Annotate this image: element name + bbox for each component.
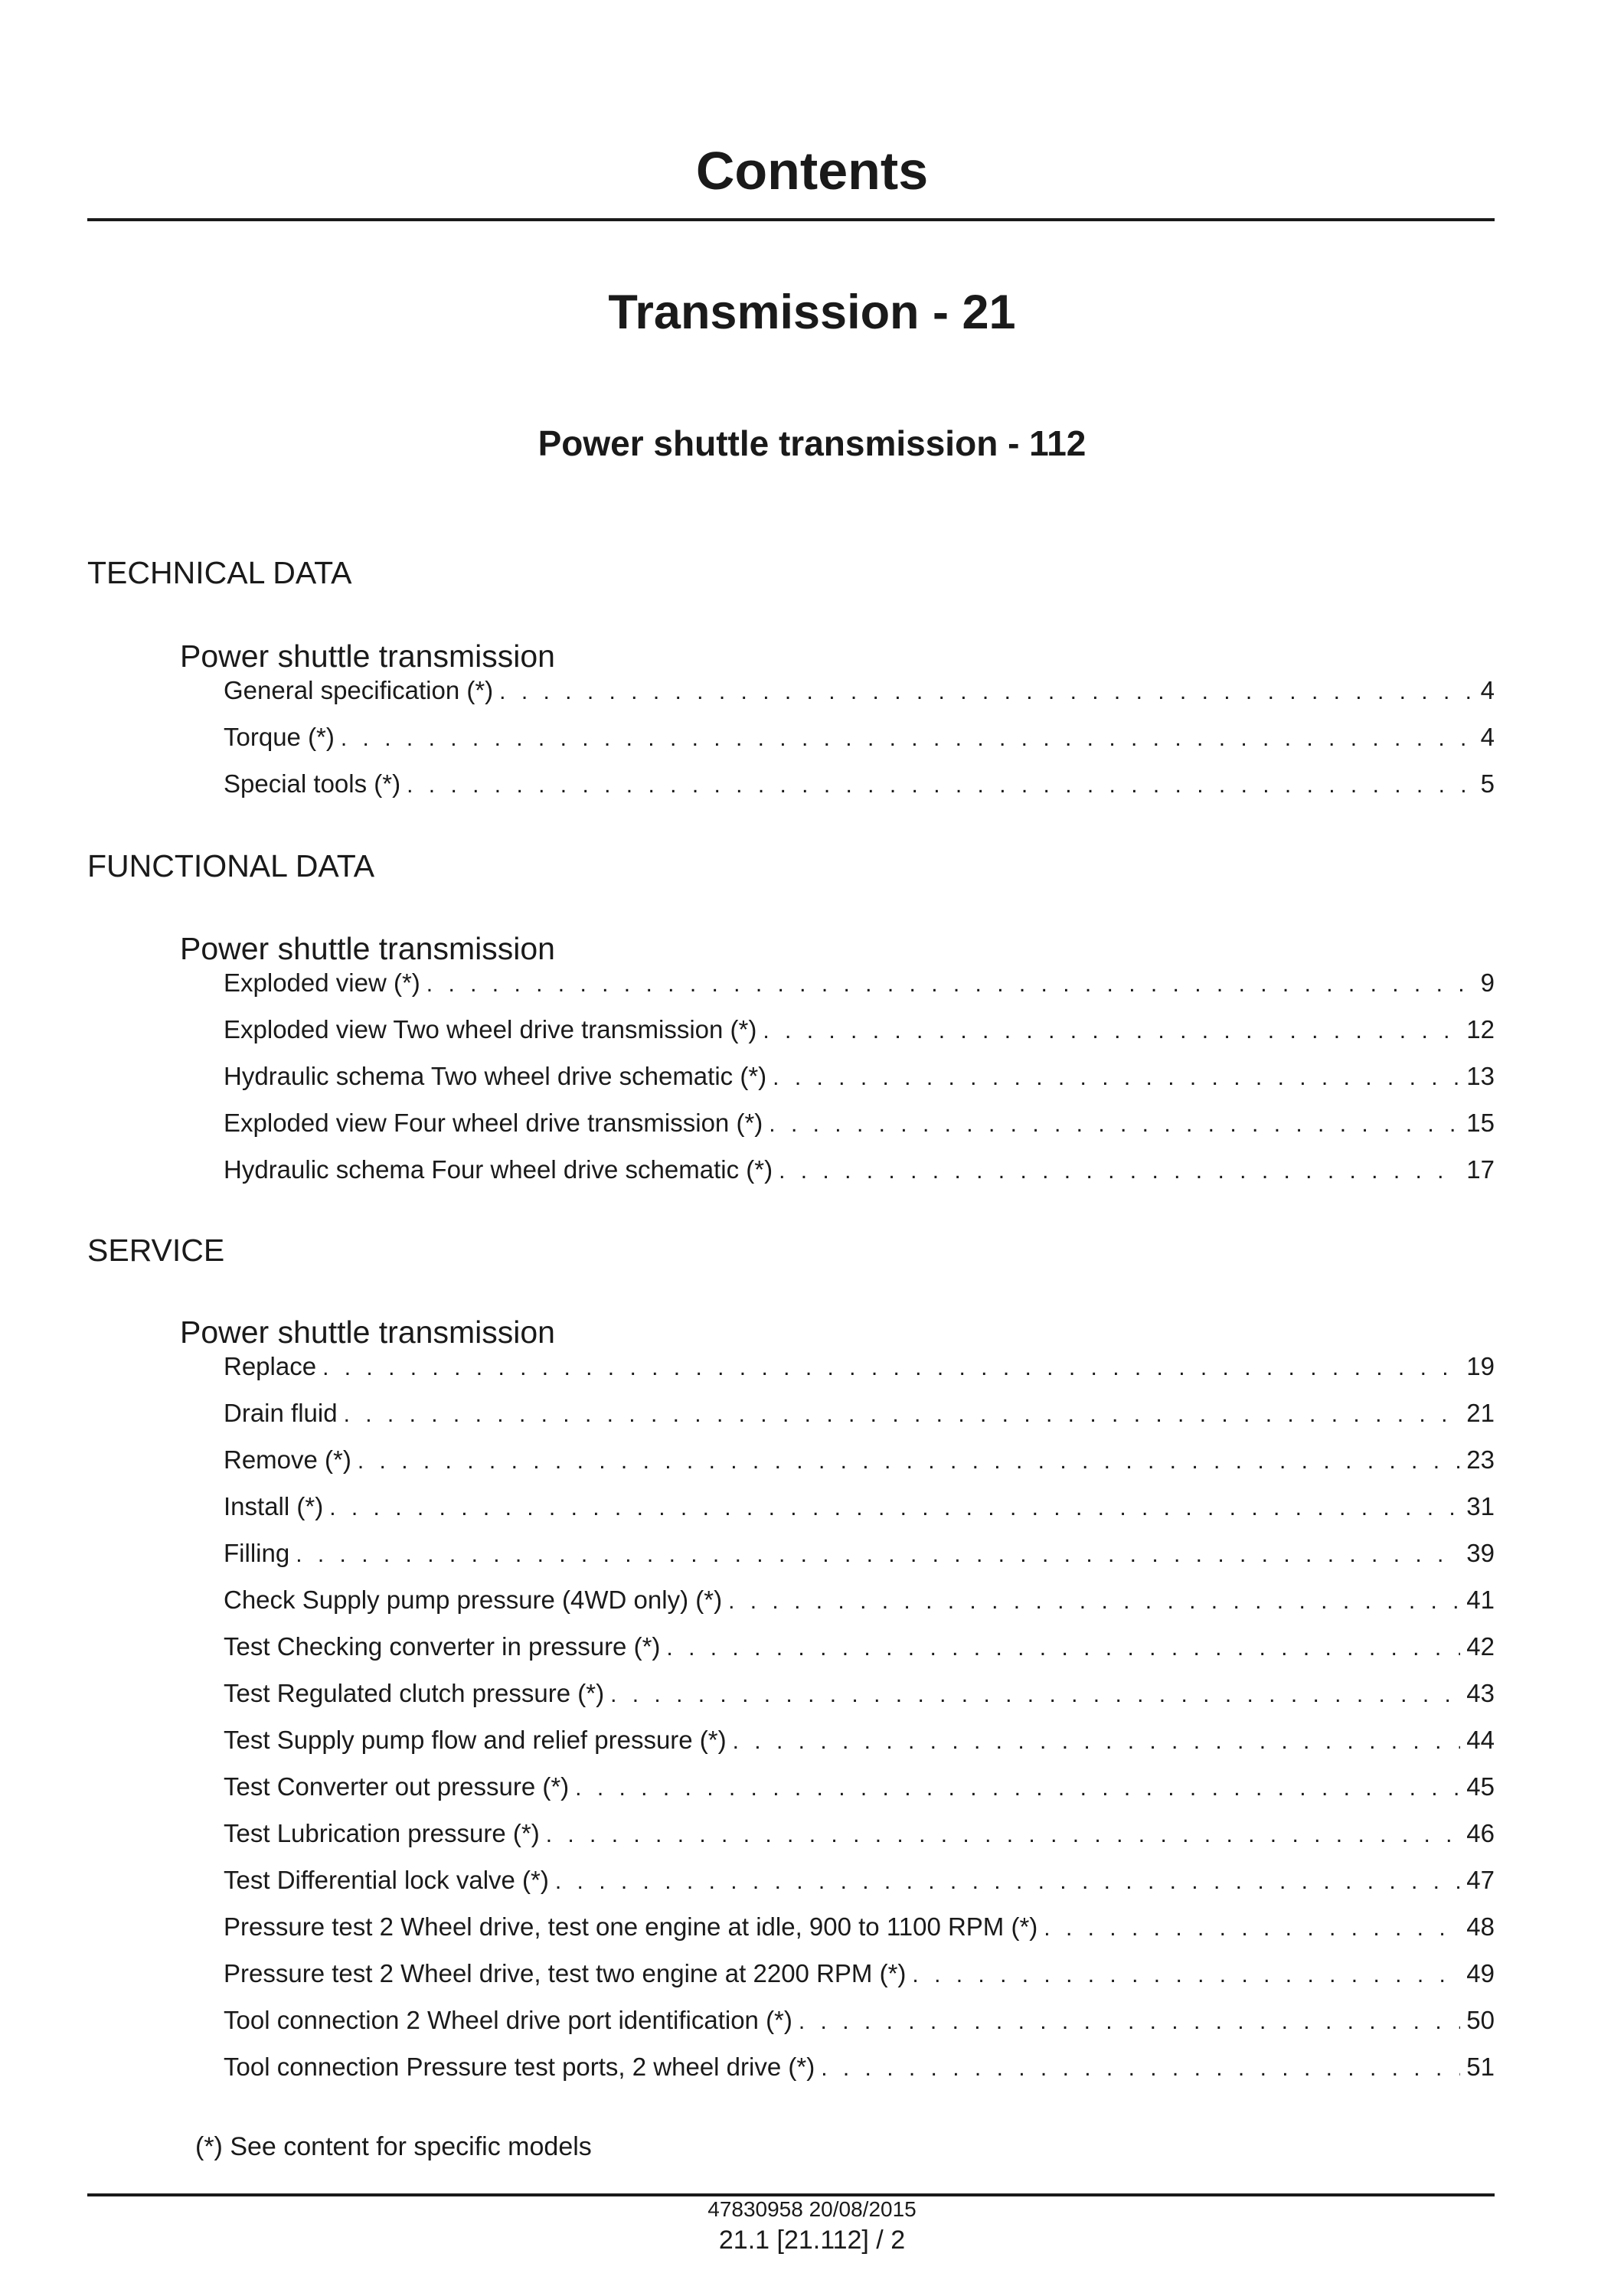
dot-leader xyxy=(733,1726,1461,1757)
dot-leader xyxy=(769,1109,1460,1140)
toc-entry-page: 41 xyxy=(1466,1586,1495,1614)
toc-entry-page: 50 xyxy=(1466,2006,1495,2034)
toc-entry-page: 9 xyxy=(1480,968,1495,997)
toc-entry-label: Check Supply pump pressure (4WD only) (*) xyxy=(224,1586,723,1614)
toc-entry-page: 17 xyxy=(1466,1155,1495,1184)
toc-entry[interactable] xyxy=(224,1061,1495,1092)
toc-entry-page: 44 xyxy=(1466,1726,1495,1754)
toc-entry[interactable] xyxy=(224,2052,1495,2082)
toc-entry[interactable] xyxy=(224,675,1495,706)
dot-leader xyxy=(666,1633,1460,1664)
section-title: Power shuttle transmission - 112 xyxy=(538,423,1086,463)
toc-entry-page: 12 xyxy=(1466,1015,1495,1043)
category-heading-technical-data: TECHNICAL DATA xyxy=(87,555,352,590)
toc-entry[interactable] xyxy=(224,968,1495,998)
toc-entry[interactable] xyxy=(224,1865,1495,1896)
toc-entry-label: Drain fluid xyxy=(224,1399,338,1427)
toc-entry-label: Test Lubrication pressure (*) xyxy=(224,1819,540,1847)
toc-entry-page: 45 xyxy=(1466,1772,1495,1801)
toc-entry[interactable] xyxy=(224,1678,1495,1709)
toc-entry-label: Exploded view (*) xyxy=(224,968,420,997)
dot-leader xyxy=(358,1446,1460,1477)
dot-leader xyxy=(322,1353,1460,1383)
dot-leader xyxy=(728,1586,1460,1617)
toc-entry-label: Test Checking converter in pressure (*) xyxy=(224,1632,661,1661)
toc-entry[interactable] xyxy=(224,1491,1495,1522)
toc-entry-page: 46 xyxy=(1466,1819,1495,1847)
dot-leader xyxy=(575,1773,1460,1804)
toc-entry-label: Tool connection Pressure test ports, 2 wheel drive (*) xyxy=(224,2053,815,2081)
header-divider xyxy=(87,218,1495,221)
dot-leader xyxy=(341,723,1475,754)
page-title: Contents xyxy=(695,141,929,201)
toc-entry[interactable] xyxy=(224,1108,1495,1138)
toc-entry[interactable] xyxy=(224,1014,1495,1045)
footnote: (*) See content for specific models xyxy=(195,2132,592,2161)
dot-leader xyxy=(773,1063,1460,1093)
chapter-title: Transmission - 21 xyxy=(608,286,1016,339)
dot-leader xyxy=(296,1540,1460,1570)
toc-entry-page: 4 xyxy=(1480,723,1495,751)
category-heading-service: SERVICE xyxy=(87,1233,225,1268)
toc-entry-page: 21 xyxy=(1466,1399,1495,1427)
dot-leader xyxy=(779,1156,1460,1187)
toc-entry[interactable] xyxy=(224,1585,1495,1615)
toc-entry-page: 48 xyxy=(1466,1912,1495,1941)
footer-page-ref: 21.1 [21.112] / 2 xyxy=(718,2226,906,2255)
toc-entry[interactable] xyxy=(224,1398,1495,1429)
dot-leader xyxy=(912,1960,1460,1991)
group-heading: Power shuttle transmission xyxy=(180,1315,555,1350)
toc-entry[interactable] xyxy=(224,722,1495,753)
toc-entry-page: 47 xyxy=(1466,1866,1495,1894)
toc-entry[interactable] xyxy=(224,1155,1495,1185)
dot-leader xyxy=(546,1820,1461,1850)
toc-entry-label: Hydraulic schema Two wheel drive schematic (*) xyxy=(224,1062,767,1090)
toc-entry-label: Remove (*) xyxy=(224,1445,351,1474)
toc-entry-label: General specification (*) xyxy=(224,676,494,704)
toc-entry-label: Exploded view Two wheel drive transmission (*) xyxy=(224,1015,757,1043)
footer-doc-id: 47830958 20/08/2015 xyxy=(707,2197,917,2221)
toc-entry-page: 19 xyxy=(1466,1352,1495,1380)
toc-entry-page: 51 xyxy=(1466,2053,1495,2081)
dot-leader xyxy=(1044,1913,1460,1944)
toc-entry-page: 4 xyxy=(1480,676,1495,704)
toc-entry-page: 5 xyxy=(1480,769,1495,798)
toc-entry-label: Hydraulic schema Four wheel drive schematic (*) xyxy=(224,1155,773,1184)
group-heading: Power shuttle transmission xyxy=(180,639,555,674)
dot-leader xyxy=(821,2053,1460,2084)
dot-leader xyxy=(407,770,1475,801)
toc-entry-label: Test Differential lock valve (*) xyxy=(224,1866,549,1894)
toc-entry-page: 39 xyxy=(1466,1539,1495,1567)
dot-leader xyxy=(329,1493,1460,1524)
toc-entry-page: 31 xyxy=(1466,1492,1495,1520)
dot-leader xyxy=(763,1016,1460,1047)
dot-leader xyxy=(555,1867,1460,1897)
toc-entry[interactable] xyxy=(224,1538,1495,1569)
toc-entry-label: Test Converter out pressure (*) xyxy=(224,1772,570,1801)
toc-entry[interactable] xyxy=(224,1631,1495,1662)
toc-entry[interactable] xyxy=(224,1818,1495,1849)
toc-entry-page: 49 xyxy=(1466,1959,1495,1987)
toc-entry-page: 13 xyxy=(1466,1062,1495,1090)
dot-leader xyxy=(426,969,1475,1000)
toc-entry-label: Test Supply pump flow and relief pressure (*) xyxy=(224,1726,727,1754)
toc-entry[interactable] xyxy=(224,769,1495,799)
toc-entry[interactable] xyxy=(224,2005,1495,2036)
toc-entry-label: Test Regulated clutch pressure (*) xyxy=(224,1679,605,1707)
toc-entry-label: Filling xyxy=(224,1539,290,1567)
dot-leader xyxy=(344,1399,1461,1430)
toc-entry-label: Pressure test 2 Wheel drive, test one engine at idle, 900 to 1100 RPM (*) xyxy=(224,1912,1038,1941)
toc-entry-page: 23 xyxy=(1466,1445,1495,1474)
toc-entry[interactable] xyxy=(224,1445,1495,1475)
toc-entry-page: 15 xyxy=(1466,1109,1495,1137)
toc-entry-label: Tool connection 2 Wheel drive port identification (*) xyxy=(224,2006,792,2034)
dot-leader xyxy=(499,677,1474,707)
toc-entry-label: Pressure test 2 Wheel drive, test two engine at 2200 RPM (*) xyxy=(224,1959,907,1987)
dot-leader xyxy=(799,2007,1460,2037)
toc-entry-label: Install (*) xyxy=(224,1492,324,1520)
toc-entry-label: Exploded view Four wheel drive transmission (*) xyxy=(224,1109,763,1137)
category-heading-functional-data: FUNCTIONAL DATA xyxy=(87,848,375,883)
toc-entry[interactable] xyxy=(224,1351,1495,1382)
group-heading: Power shuttle transmission xyxy=(180,931,555,966)
toc-entry-label: Special tools (*) xyxy=(224,769,401,798)
toc-entry-page: 42 xyxy=(1466,1632,1495,1661)
toc-entry-page: 43 xyxy=(1466,1679,1495,1707)
toc-entry-label: Torque (*) xyxy=(224,723,335,751)
toc-entry[interactable] xyxy=(224,1725,1495,1755)
toc-entry[interactable] xyxy=(224,1958,1495,1989)
toc-entry[interactable] xyxy=(224,1772,1495,1802)
dot-leader xyxy=(610,1680,1460,1710)
toc-entry-label: Replace xyxy=(224,1352,317,1380)
toc-entry[interactable] xyxy=(224,1912,1495,1942)
